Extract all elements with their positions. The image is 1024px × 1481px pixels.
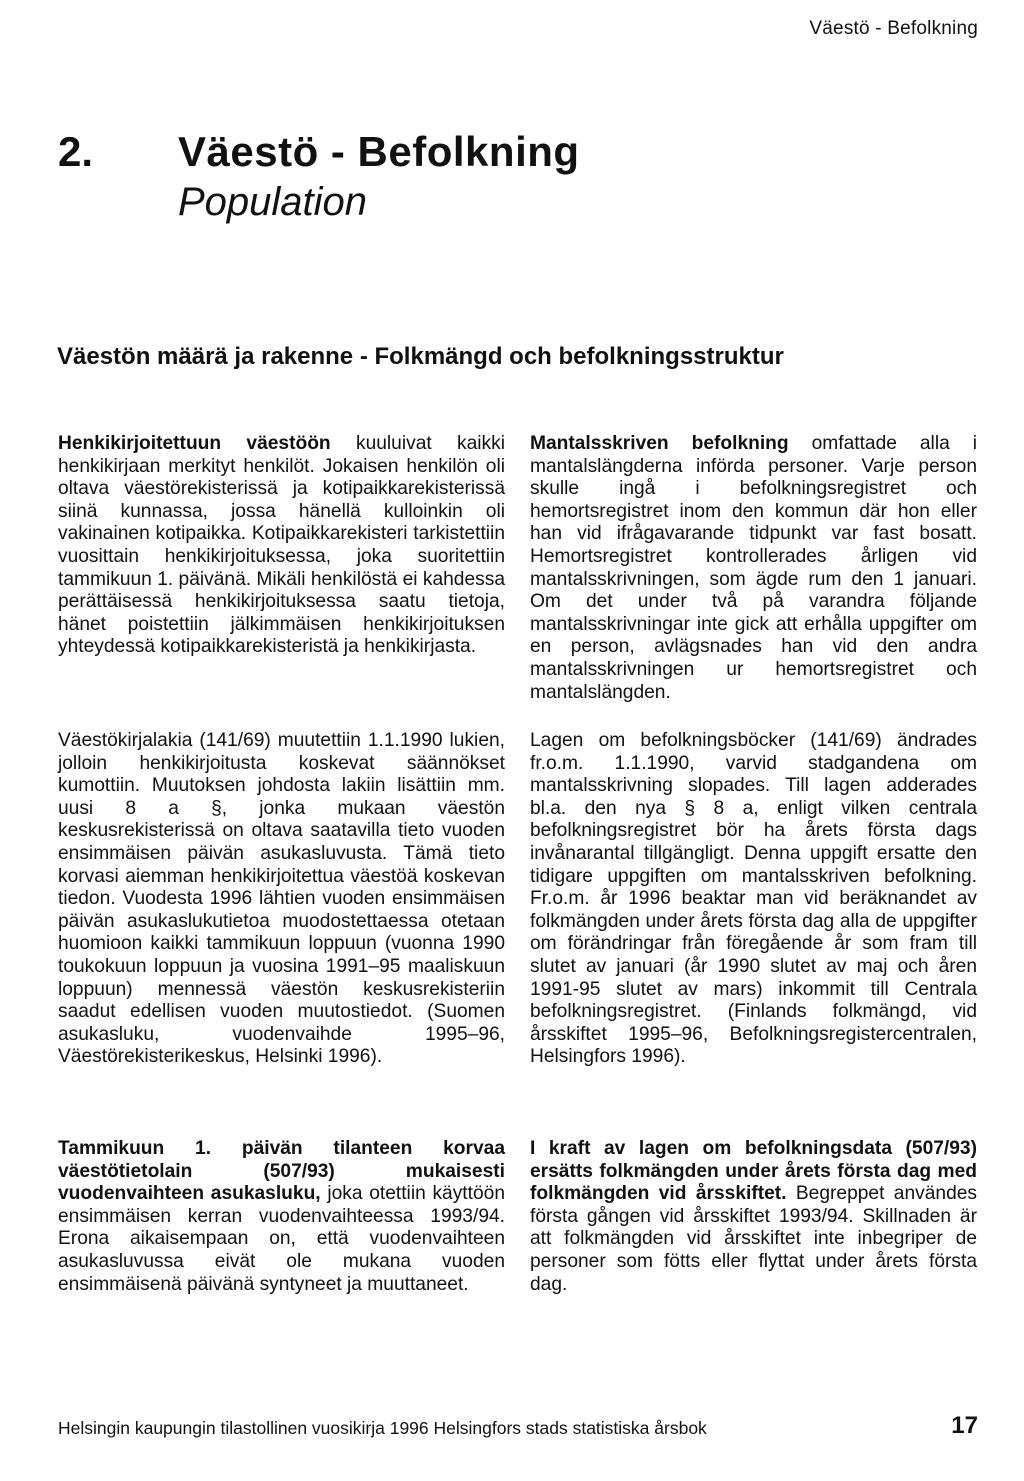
finnish-p1-text: kuuluivat kaikki henkikirjaan merkityt henkilöt. Jokaisen henkilön oli oltava väestörekisterissä ja kotipaikkarekisterissä siinä kunnassa, jossa hänellä kulloinkin oli vakinainen kotipaikka. Kotipaikkarekisteri tarkistettiin vuosittain henkikirjoituksessa, joka suoritettiin tammikuun 1. päivänä. Mikäli henkilöstä ei kahdessa perättäisessä henkikirjoituksessa saatu tietoja, hänet poistettiin jälkimmäisen henkikirjoituksen yhteydessä kotipaikkarekisteristä ja henkikirjasta. xyxy=(58,433,505,658)
footer-publication: Helsingin kaupungin tilastollinen vuosikirja 1996 Helsingfors stads statistiska årsbok xyxy=(58,1418,707,1438)
swedish-p1-bold: Mantalsskriven befolkning xyxy=(530,433,789,454)
swedish-p3-bold: I kraft av lagen om befolkningsdata (507/93) ersätts folkmängden under årets första dag med folkmängden vid årsskiftet. xyxy=(530,1138,977,1205)
chapter-subtitle: Population xyxy=(178,180,368,224)
swedish-paragraph-2 xyxy=(530,730,977,1069)
swedish-paragraph-1 xyxy=(530,433,977,704)
chapter-number: 2. xyxy=(58,128,94,175)
finnish-p1-bold: Henkikirjoitettuun väestöön xyxy=(58,433,331,454)
section-heading: Väestön määrä ja rakenne - Folkmängd och befolkningsstruktur xyxy=(57,343,784,370)
chapter-title: Väestö - Befolkning xyxy=(178,128,580,175)
swedish-p3-text: Begreppet användes första gången vid årsskiftet 1993/94. Skillnaden är att folkmängden vid årsskiftet inte inbegriper de personer som fötts eller flyttat under årets första dag. xyxy=(530,1183,978,1295)
finnish-paragraph-2 xyxy=(58,730,505,1069)
finnish-paragraph-3 xyxy=(58,1138,505,1296)
swedish-p1-text: omfattade alla i mantalslängderna införda personer. Varje person skulle ingå i befolkningsregistret och hemortsregistret inom den kommun där hon eller han vid ifrågavarande tidpunkt var fast bosatt. Hemortsregistret kontrollerades årligen vid mantalsskrivningen, som ägde rum den 1 januari. Om det under två på varandra följande mantalsskrivningar inte gick att erhålla uppgifter om en person, avlägsnades han vid den andra mantalsskrivningen ur hemortsregistret och mantalslängden. xyxy=(530,433,977,703)
finnish-paragraph-1 xyxy=(58,433,505,659)
swedish-p2-text: Lagen om befolkningsböcker (141/69) ändrades fr.o.m. 1.1.1990, varvid stadgandena om mantalsskrivning slopades. Till lagen adderades bl.a. den nya § 8 a, enligt vilken centrala befolkningsregistret bör ha årets första dags invånarantal tillgängligt. Denna uppgift ersatte den tidigare uppgiften om mantalsskriven befolkning. Fr.o.m. år 1996 beaktar man vid beräknandet av folkmängden under årets första dag alla de uppgifter om förändringar från föregående år som fram till slutet av januari (år 1990 slutet av maj och åren 1991-95 slutet av mars) inkommit till Centrala befolkningsregistret. (Finlands folkmängd, vid årsskiftet 1995–96, Befolkningsregistercentralen, Helsingfors 1996). xyxy=(530,730,977,1068)
finnish-p3-bold: Tammikuun 1. päivän tilanteen korvaa väestötietolain (507/93) mukaisesti vuodenvaihteen asukasluku, xyxy=(58,1138,505,1205)
swedish-paragraph-3 xyxy=(530,1138,977,1296)
finnish-p3-text: joka otettiin käyttöön ensimmäisen kerran vuodenvaihteessa 1993/94. Erona aikaisempaan on, että vuodenvaihteen asukasluvussa eivät ole mukana vuoden ensimmäisenä päivänä syntyneet ja muuttaneet. xyxy=(58,1183,505,1295)
running-header: Väestö - Befolkning xyxy=(809,18,978,39)
page-number: 17 xyxy=(951,1412,978,1439)
finnish-p2-text: Väestökirjalakia (141/69) muutettiin 1.1.1990 lukien, jolloin henkikirjoitusta koskevat säännökset kumottiin. Muutoksen johdosta lakiin lisättiin mm. uusi 8 a §, jonka mukaan väestön keskusrekisterissä on oltava saatavilla tieto vuoden ensimmäisen päivän asukasluvusta. Tämä tieto korvasi aiemman henkikirjoitettua väestöä koskevan tiedon. Vuodesta 1996 lähtien vuoden ensimmäisen päivän asukaslukutietoa muodostettaessa otetaan huomioon kaikki tammikuun loppuun (vuonna 1990 toukokuun loppuun ja vuosina 1991–95 maaliskuun loppuun) mennessä väestön keskusrekisteriin saadut edellisen vuoden muutostiedot. (Suomen asukasluku, vuodenvaihde 1995–96, Väestörekisterikeskus, Helsinki 1996). xyxy=(58,730,505,1068)
